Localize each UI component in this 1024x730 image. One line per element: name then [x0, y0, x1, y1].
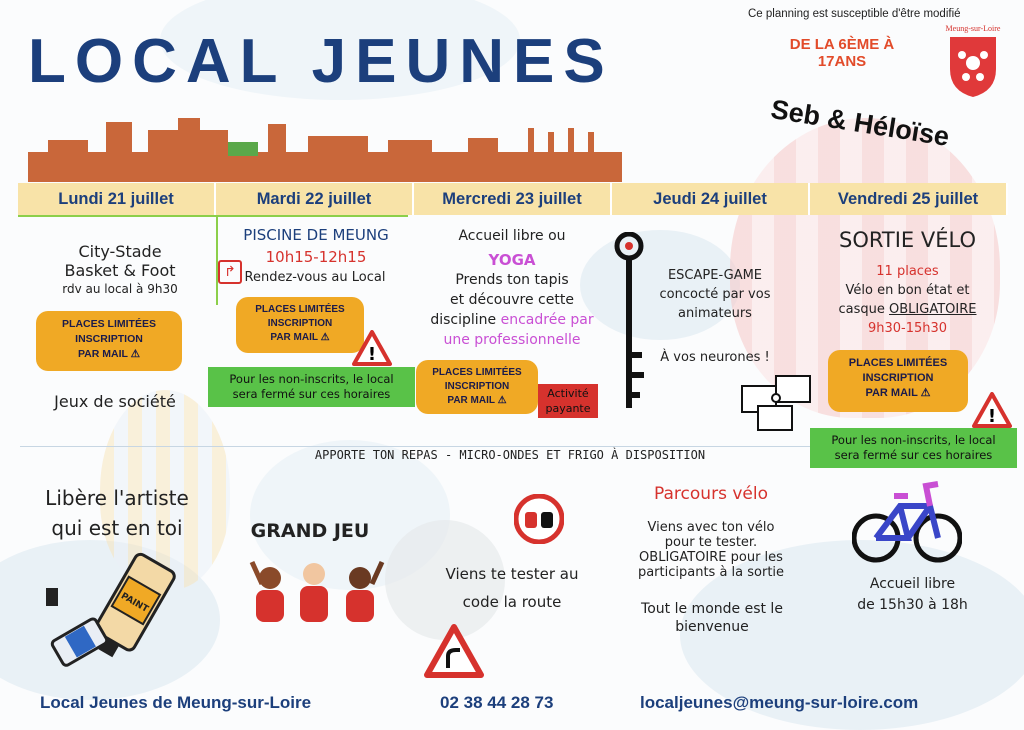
friday-line [810, 300, 1005, 319]
limited-places-badge [36, 311, 182, 371]
badge-line [36, 347, 182, 362]
badge-line-text: PAR MAIL [447, 395, 495, 406]
page-title: LOCAL JEUNES [28, 27, 614, 96]
warning-icon: ⚠ [130, 348, 141, 360]
staff-names: Seb & Héloïse [768, 94, 952, 152]
thursday-line: animateurs [678, 306, 752, 321]
thursday-line: ESCAPE-GAME [667, 268, 763, 283]
footer-email[interactable]: localjeunes@meung-sur-loire.com [640, 693, 919, 712]
column-divider [18, 215, 408, 217]
column-divider [216, 215, 218, 305]
warning-icon: ⚠ [320, 332, 330, 343]
badge-line: PLACES LIMITÉES [255, 304, 345, 315]
paint-tubes-icon [40, 548, 190, 678]
badge-line [416, 394, 538, 408]
wednesday-highlight: encadrée par [500, 312, 594, 328]
wednesday-activity [414, 226, 610, 350]
wednesday-line: Accueil libre ou [458, 228, 566, 244]
friday-line-text: casque [838, 302, 890, 317]
badge-line: PLACES LIMITÉES [432, 367, 522, 378]
badge-line-text: PAR MAIL [270, 332, 318, 343]
limited-places-badge [236, 297, 364, 353]
shield-icon [944, 33, 1002, 99]
road-code-activity [414, 560, 610, 616]
friday-line: Vélo en bon état et [845, 283, 970, 298]
wednesday-line: et découvre cette [450, 292, 574, 308]
badge-line: INSCRIPTION [862, 372, 934, 384]
local-closed-notice [208, 367, 415, 407]
monday-line: City-Stade [78, 242, 162, 261]
warning-sign-icon [972, 392, 1012, 428]
free-line: Accueil libre [869, 576, 956, 592]
friday-mandatory: OBLIGATOIRE [889, 302, 977, 317]
meal-banner: APPORTE TON REPAS - MICRO-ONDES ET FRIGO À DISPOSITION [314, 448, 706, 462]
schedule-notice: Ce planning est susceptible d'être modifié [748, 8, 961, 20]
badge-line: INSCRIPTION [75, 333, 143, 345]
wednesday-line [414, 310, 610, 330]
day-wednesday: Mercredi 23 juillet [414, 183, 612, 215]
notice-line: sera fermé sur ces horaires [232, 387, 391, 401]
footer-name: Local Jeunes de Meung-sur-Loire [40, 693, 312, 712]
warning-sign-icon [352, 330, 392, 366]
thursday-tagline: À vos neurones ! [660, 350, 770, 365]
bike-line: pour te tester. [664, 535, 758, 550]
svg-text:!: ! [367, 344, 377, 365]
friday-title: SORTIE VÉLO [838, 228, 976, 252]
artist-line: Libère l'artiste [45, 486, 189, 510]
age-range-line: DE LA 6ÈME À [789, 36, 895, 53]
free-line: de 15h30 à 18h [857, 597, 968, 613]
bike-line: participants à la sortie [637, 565, 785, 580]
day-tuesday: Mardi 22 juillet [216, 183, 414, 215]
notice-line: sera fermé sur ces horaires [834, 448, 993, 462]
tuesday-hours: 10h15-12h15 [265, 248, 367, 266]
day-thursday: Jeudi 24 juillet [612, 183, 810, 215]
bicycle-icon [852, 476, 962, 566]
tuesday-pool: PISCINE DE MEUNG [243, 226, 389, 244]
artist-activity [22, 483, 212, 543]
monday-meeting: rdv au local à 9h30 [62, 282, 178, 296]
artist-line: qui est en toi [51, 516, 183, 540]
local-closed-notice [810, 428, 1017, 468]
limited-places-badge [416, 360, 538, 414]
bike-line: Viens avec ton vélo [647, 520, 775, 535]
paid-activity-badge [538, 384, 598, 418]
thursday-line: concocté par vos [659, 287, 771, 302]
divider-line [20, 446, 810, 447]
day-monday: Lundi 21 juillet [18, 183, 216, 215]
badge-line [236, 331, 364, 345]
age-range-line: 17ANS [817, 53, 867, 70]
arrow-icon: ↱ [218, 260, 242, 284]
welcome-line: bienvenue [675, 619, 749, 635]
footer-phone[interactable]: 02 38 44 28 73 [440, 693, 554, 712]
board-games: Jeux de société [54, 392, 176, 411]
wednesday-line-text: discipline [430, 312, 501, 328]
badge-line [828, 386, 968, 401]
warning-icon: ⚠ [497, 395, 507, 406]
friday-details [810, 262, 1005, 338]
age-range [782, 36, 902, 70]
tuesday-meeting: Rendez-vous au Local [244, 270, 386, 285]
badge-line: INSCRIPTION [444, 381, 510, 392]
monday-line: Basket & Foot [64, 261, 176, 280]
limited-places-badge [828, 350, 968, 412]
paid-line: payante [545, 402, 591, 415]
thursday-activity [640, 266, 790, 323]
bike-course-title: Parcours vélo [654, 484, 768, 504]
everyone-welcome [612, 600, 812, 636]
bike-course-details [616, 520, 806, 580]
town-skyline-illustration [28, 118, 622, 182]
yoga-label: YOGA [488, 251, 536, 269]
no-overtaking-sign-icon [514, 494, 564, 544]
welcome-line: Tout le monde est le [641, 601, 783, 617]
badge-line-text: PAR MAIL [865, 387, 918, 399]
wednesday-highlight: une professionnelle [443, 332, 581, 348]
badge-line: PLACES LIMITÉES [848, 357, 948, 369]
cheering-kids-illustration [242, 548, 392, 628]
road-line: Viens te tester au [445, 565, 579, 583]
friday-places: 11 places [876, 264, 939, 279]
badge-line-text: PAR MAIL [77, 348, 128, 360]
badge-line: PLACES LIMITÉES [62, 318, 156, 330]
friday-free-time [820, 574, 1005, 616]
wednesday-line: Prends ton tapis [455, 272, 569, 288]
puzzle-icon [738, 372, 818, 434]
notice-line: Pour les non-inscrits, le local [229, 372, 394, 386]
day-friday: Vendredi 25 juillet [810, 183, 1008, 215]
monday-activity [30, 242, 210, 299]
bike-line: OBLIGATOIRE pour les [639, 550, 783, 565]
paint-label: PAINT [119, 591, 150, 615]
svg-text:!: ! [987, 406, 997, 427]
paid-line: Activité [547, 387, 589, 400]
curve-warning-sign-icon [424, 624, 484, 678]
big-game: GRAND JEU [250, 520, 370, 542]
road-line: code la route [462, 593, 562, 611]
town-crest-logo [944, 24, 1002, 102]
notice-line: Pour les non-inscrits, le local [831, 433, 996, 447]
warning-icon: ⚠ [920, 387, 931, 399]
friday-hours: 9h30-15h30 [867, 321, 948, 336]
crest-label: Meung-sur-Loire [945, 24, 1001, 33]
day-header-row [18, 183, 1008, 215]
badge-line: INSCRIPTION [267, 318, 333, 329]
